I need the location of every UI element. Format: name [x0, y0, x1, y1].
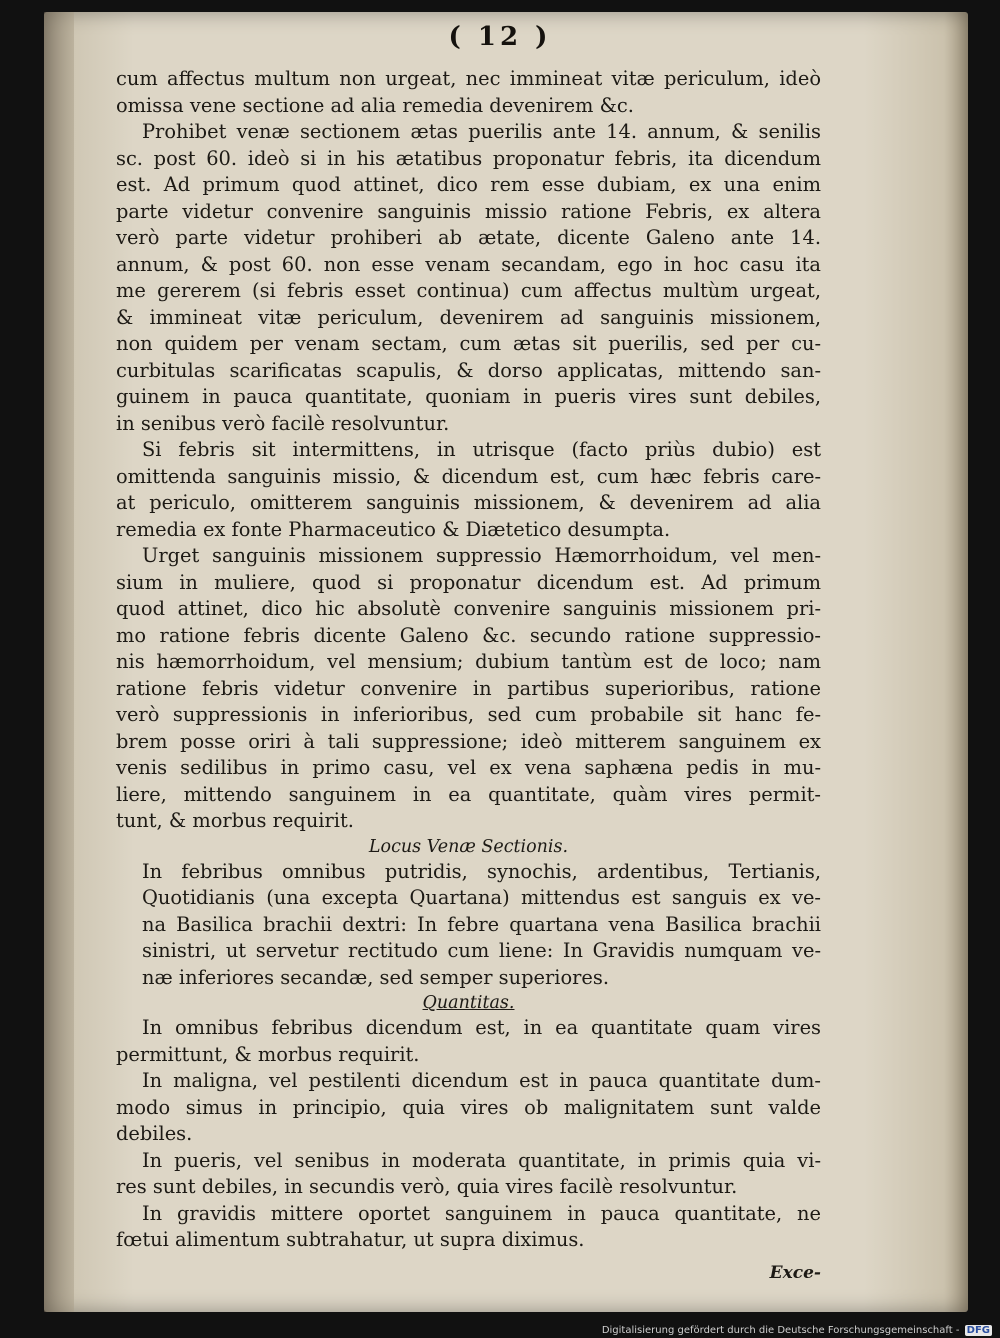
text-line: est. Ad primum quod attinet, dico rem esse dubiam, ex una enim [116, 173, 821, 196]
paragraph [116, 1015, 821, 1068]
paragraph [116, 1068, 821, 1148]
paragraph-group-quantitas [116, 1015, 821, 1254]
text-line: In gravidis mittere oportet sanguinem in pauca quantitate, ne [142, 1201, 821, 1225]
text-line: mo ratione febris dicente Galeno &c. secundo ratione suppressio- [116, 623, 821, 647]
text-line: verò parte videtur prohiberi ab ætate, dicente Galeno ante 14. [116, 226, 821, 249]
text-line: Quotidianis (una excepta Quartana) mittendus est sanguis ex ve- [142, 886, 821, 909]
text-line: & immineat vitæ periculum, devenirem ad sanguinis missionem, [116, 305, 821, 329]
opening-paragraph [116, 66, 821, 119]
page-body [116, 66, 821, 1286]
heading-locus-venae-sectionis: Locus Venæ Sectionis. [368, 836, 569, 857]
text-line: sinistri, ut servetur rectitudo cum liene: In Gravidis numquam ve- [142, 939, 821, 962]
text-line: In febribus omnibus putridis, synochis, ardentibus, Tertianis, [142, 859, 821, 883]
text-line: sium in muliere, quod si proponatur dicendum est. Ad primum [116, 570, 821, 594]
text-line: brem posse oriri à tali suppressione; ideò mitterem sanguinem ex [116, 729, 821, 753]
text-line: me gererem (si febris esset continua) cum affectus multùm urgeat, [116, 279, 821, 302]
text-line: guinem in pauca quantitate, quoniam in pueris vires sunt debiles, [116, 385, 821, 408]
text-line: In pueris, vel senibus in moderata quantitate, in primis quia vi- [142, 1148, 821, 1172]
text-line: in senibus verò facilè resolvuntur. [116, 411, 450, 435]
locus-paragraph [116, 859, 821, 992]
paragraph [116, 543, 821, 835]
text-line: parte videtur convenire sanguinis missio ratione Febris, ex altera [116, 199, 821, 223]
text-line: permittunt, & morbus requirit. [116, 1042, 420, 1066]
digitization-footer [602, 1325, 992, 1336]
text-line: nis hæmorrhoidum, vel mensium; dubium tantùm est de loco; nam [116, 650, 821, 673]
text-line: Prohibet venæ sectionem ætas puerilis ante 14. annum, & senilis [142, 120, 821, 143]
paragraph [116, 1148, 821, 1201]
text-line: Urget sanguinis missionem suppressio Hæmorrhoidum, vel men- [142, 544, 821, 567]
text-line: quod attinet, dico hic absolutè convenire sanguinis missionem pri- [116, 597, 821, 620]
text-line: non quidem per venam sectam, cum ætas sit puerilis, sed per cu- [116, 332, 821, 355]
page-number: ( 12 ) [448, 22, 552, 52]
text-line: sc. post 60. ideò si in his ætatibus proponatur febris, ita dicendum [116, 146, 821, 170]
text-line: næ inferiores secandæ, sed semper superiores. [142, 965, 609, 989]
dfg-logo: DFG [966, 1325, 990, 1336]
paragraph [116, 1201, 821, 1254]
text-line: annum, & post 60. non esse venam secandam, ego in hoc casu ita [116, 252, 821, 276]
text-line: omittenda sanguinis missio, & dicendum est, cum hæc febris care- [116, 464, 821, 488]
text-line: res sunt debiles, in secundis verò, quia vires facilè resolvuntur. [116, 1175, 738, 1198]
text-line: venis sedilibus in primo casu, vel ex vena saphæna pedis in mu- [116, 756, 821, 779]
text-line: at periculo, omitterem sanguinis missionem, & devenirem ad alia [116, 491, 821, 514]
paragraph [116, 119, 821, 437]
page-gutter-shadow [44, 12, 74, 1312]
text-line: omissa vene sectione ad alia remedia devenirem &c. [116, 93, 634, 117]
text-line: debiles. [116, 1122, 193, 1145]
footer-text: Digitalisierung gefördert durch die Deutsche Forschungsgemeinschaft - [601, 1325, 960, 1336]
paragraph-group-1 [116, 119, 821, 835]
text-line: na Basilica brachii dextri: In febre quartana vena Basilica brachii [142, 912, 821, 936]
text-line: ratione febris videtur convenire in partibus superioribus, ratione [116, 676, 821, 700]
text-line: remedia ex fonte Pharmaceutico & Diætetico desumpta. [116, 517, 671, 541]
text-line: tunt, & morbus requirit. [116, 809, 354, 832]
paragraph [116, 437, 821, 543]
text-line: verò suppressionis in inferioribus, sed cum probabile sit hanc fe- [116, 703, 821, 726]
text-line: liere, mittendo sanguinem in ea quantitate, quàm vires permit- [116, 782, 821, 806]
text-line: In maligna, vel pestilenti dicendum est in pauca quantitate dum- [142, 1069, 821, 1092]
catchword: Exce- [769, 1262, 821, 1283]
text-line: fœtui alimentum subtrahatur, ut supra diximus. [116, 1228, 585, 1251]
heading-quantitas: Quantitas. [422, 993, 515, 1013]
text-line: cum affectus multum non urgeat, nec immineat vitæ periculum, ideò [116, 67, 821, 90]
text-line: Si febris sit intermittens, in utrisque (facto priùs dubio) est [142, 438, 821, 461]
text-line: curbitulas scarificatas scapulis, & dorso applicatas, mittendo san- [116, 358, 821, 382]
text-line: modo simus in principio, quia vires ob malignitatem sunt valde [116, 1095, 821, 1119]
text-line: In omnibus febribus dicendum est, in ea quantitate quam vires [142, 1016, 821, 1039]
